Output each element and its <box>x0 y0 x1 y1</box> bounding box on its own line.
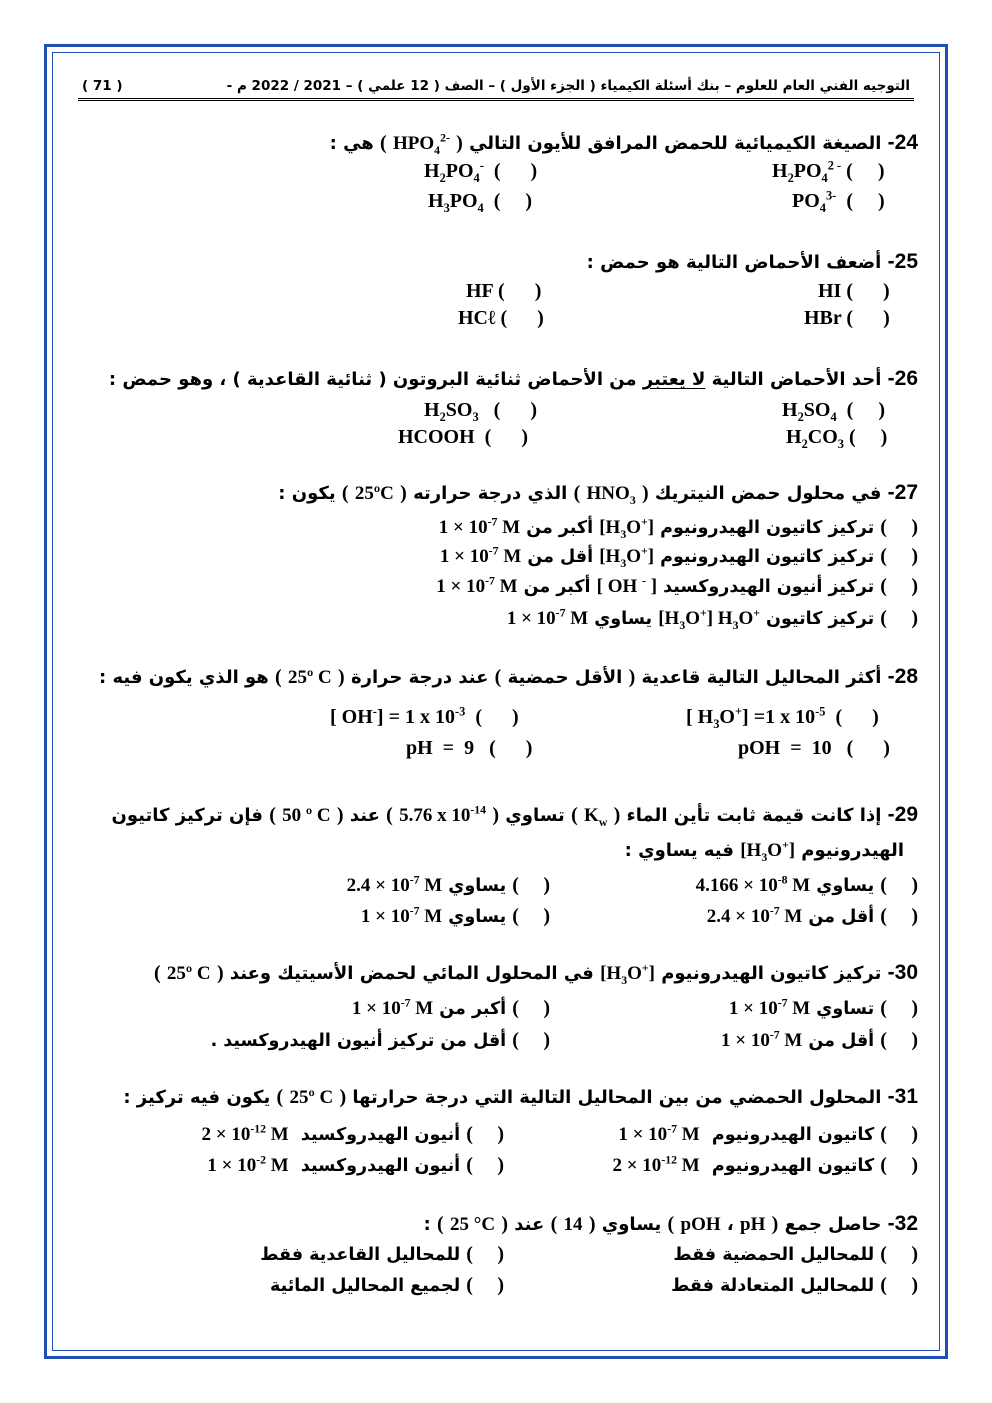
q27-option-3[interactable]: ( ) تركيز أنيون الهيدروكسيد [ OH - ] أكبر من $1 \times 10^{-7}$ M <box>436 574 918 597</box>
q24-option-2[interactable]: $H_2PO_4^-$ ( ) <box>424 158 538 185</box>
question-29: 29- إذا كانت قيمة ثابت تأين الماء ( $K_w$ ) تساوي ( 5.76 x $10^{-14}$ ) عند ( 50 º C ) فإن تركيز كاتيون <box>111 803 918 829</box>
question-28: 28- أكثر المحاليل التالية قاعدية ( الأقل حمضية ) عند درجة حرارة ( 25º C ) هو الذي يكون فيه : <box>99 665 918 688</box>
q32-option-1-text: للمحاليل الحمضية فقط <box>673 1245 875 1265</box>
q28-option-3[interactable]: pOH = 10 ( ) <box>738 737 890 759</box>
question-29-line-2: الهيدرونيوم $[H_3O^+]$ فيه يساوي : <box>624 838 904 864</box>
q29-option-1[interactable]: ( ) يساوي $4.166 \times 10^{-8}$ M <box>695 873 918 896</box>
q28-option-4[interactable]: pH = 9 ( ) <box>406 737 533 759</box>
q24-option-1[interactable]: $H_2PO_4^{2 -}$ ( ) <box>772 158 885 185</box>
q32-option-3-text: للمحاليل المتعادلة فقط <box>671 1276 875 1296</box>
q31-option-4[interactable]: ( ) أنيون الهيدروكسيد $1 \times 10^{-2}$ M <box>207 1153 504 1176</box>
q29-option-2[interactable]: ( ) يساوي $2.4 \times 10^{-7}$ M <box>346 873 550 896</box>
q32-option-1[interactable]: ( ) للمحاليل الحمضية فقط <box>673 1243 918 1265</box>
q32-option-4-text: لجميع المحاليل المائية <box>269 1276 461 1296</box>
q26-text-underlined: لا يعتبر <box>642 369 706 390</box>
question-25: 25- أضعف الأحماض التالية هو حمض : <box>586 250 918 273</box>
q25-option-1[interactable]: HI ( ) <box>818 280 890 302</box>
q25-text: أضعف الأحماض التالية هو حمض : <box>586 252 882 273</box>
q28-option-2[interactable]: [ OH-] = 1 x $10^{-3}$ ( ) <box>330 704 519 728</box>
q30-option-2[interactable]: ( ) أكبر من $1 \times 10^{-7}$ M <box>351 996 550 1019</box>
header-title: التوجيه الفني العام للعلوم – بنك أسئلة الكيمياء ( الجزء الأول ) – الصف ( 12 علمي ) – 2021 / 2022 م - <box>226 78 910 94</box>
q29-option-4[interactable]: ( ) يساوي $1 \times 10^{-7}$ M <box>360 904 550 927</box>
q27-option-2[interactable]: ( ) تركيز كاتيون الهيدرونيوم $[H_3O^+]$ أقل من $1 \times 10^{-7}$ M <box>439 544 918 570</box>
q31-option-3[interactable]: ( ) كاتيون الهيدرونيوم $2 \times 10^{-12}$ M <box>612 1153 918 1176</box>
q32-option-2[interactable]: ( ) للمحاليل القاعدية فقط <box>260 1243 504 1265</box>
page-number: ( 71 ) <box>82 78 123 94</box>
q26-option-4[interactable]: HCOOH ( ) <box>398 426 528 448</box>
q28-option-1[interactable]: [ $H_3O^+] =1$ x $10^{-5}$ ( ) <box>686 704 879 731</box>
q24-option-4[interactable]: $H_3PO_4$ ( ) <box>428 190 533 215</box>
q30-option-3[interactable]: ( ) أقل من $1 \times 10^{-7}$ M <box>721 1028 918 1051</box>
question-27: 27- في محلول حمض النيتريك ( $HNO_3$ ) الذي درجة حرارته ( 25ºC ) يكون : <box>278 481 918 507</box>
q27-option-4[interactable]: ( ) تركيز كاتيون $[H_3O^+]$ $H_3O^+$ يساوي $1 \times 10^{-7}$ M <box>506 606 918 632</box>
question-30: 30- تركيز كاتيون الهيدرونيوم $[H_3O^+]$ في المحلول المائي لحمض الأسيتيك وعند ( 25º C ) <box>153 961 918 987</box>
q27-option-1[interactable]: ( ) تركيز كاتيون الهيدرونيوم $[H_3O^+]$ أكبر من $1 \times 10^{-7}$ M <box>438 515 918 541</box>
q32-option-3[interactable]: ( ) للمحاليل المتعادلة فقط <box>671 1274 918 1296</box>
q26-text-a: أحد الأحماض التالية <box>705 369 882 390</box>
q25-option-2[interactable]: HF ( ) <box>466 280 542 302</box>
q26-option-3[interactable]: $H_2CO_3$ ( ) <box>786 426 888 451</box>
q26-option-2[interactable]: $H_2SO_3$ ( ) <box>424 399 537 424</box>
question-32: 32- حاصل جمع ( pH ، pOH ) يساوي ( 14 ) عند ( 25 °C ) : <box>423 1212 918 1235</box>
q30-option-1[interactable]: ( ) تساوي $1 \times 10^{-7}$ M <box>728 996 918 1019</box>
q25-option-4[interactable]: HCℓ ( ) <box>458 307 544 329</box>
q26-option-1[interactable]: $H_2SO_4$ ( ) <box>782 399 885 424</box>
question-26: 26- أحد الأحماض التالية لا يعتبر من الأحماض ثنائية البروتون ( ثنائية القاعدية ) ، وهو حمض : <box>108 367 918 390</box>
q32-option-2-text: للمحاليل القاعدية فقط <box>260 1245 461 1265</box>
q31-option-1[interactable]: ( ) كاتيون الهيدرونيوم $1 \times 10^{-7}$ M <box>618 1122 918 1145</box>
q31-option-2[interactable]: ( ) أنيون الهيدروكسيد $2 \times 10^{-12}$ M <box>201 1122 504 1145</box>
question-31: 31- المحلول الحمضي من بين المحاليل التالية التي درجة حرارتها ( 25º C ) يكون فيه تركيز : <box>123 1085 918 1108</box>
q32-option-4[interactable]: ( ) لجميع المحاليل المائية <box>269 1274 504 1296</box>
q26-text-b: من الأحماض ثنائية البروتون ( ثنائية القاعدية ) ، وهو حمض : <box>108 369 643 390</box>
page-header <box>78 74 914 101</box>
q25-option-3[interactable]: HBr ( ) <box>804 307 890 329</box>
q24-option-3[interactable]: $PO_4^{3-}$ ( ) <box>792 188 885 215</box>
question-24: 24- الصيغة الكيميائية للحمض المرافق للأيون التالي ( $HPO_4^{2-}$ ) هي : <box>329 131 918 157</box>
q29-option-3[interactable]: ( ) أقل من $2.4 \times 10^{-7}$ M <box>706 904 918 927</box>
q30-option-4[interactable]: ( ) أقل من تركيز أنيون الهيدروكسيد . <box>210 1029 550 1051</box>
